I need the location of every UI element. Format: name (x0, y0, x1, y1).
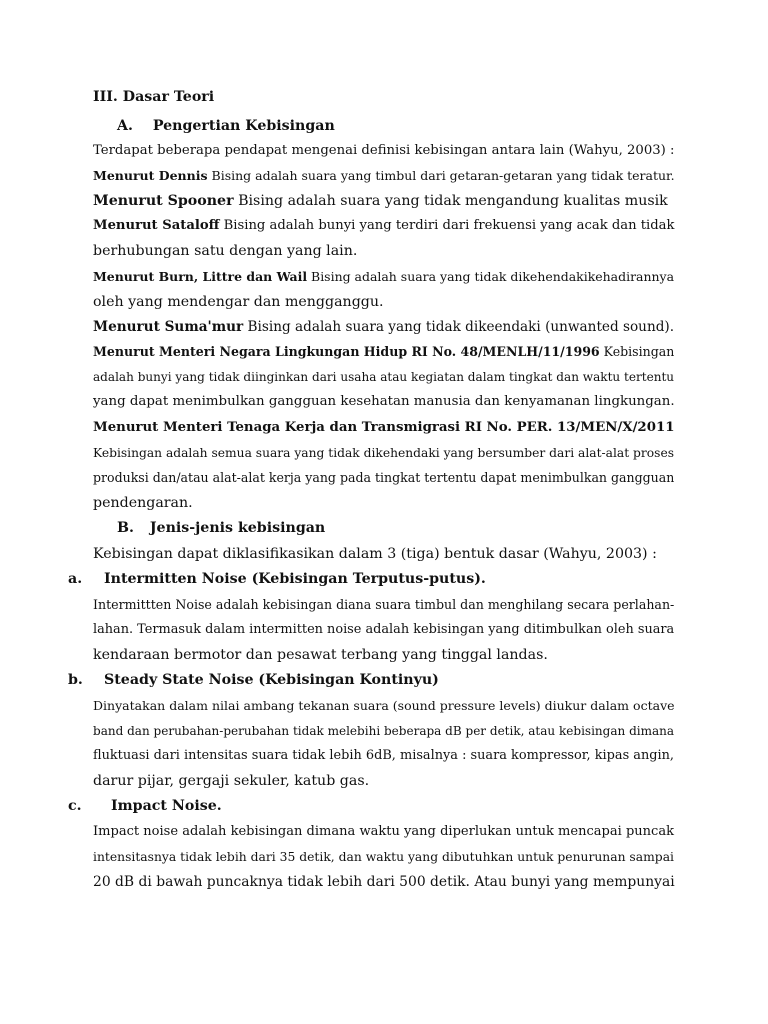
definition-continuation: oleh yang mendengar dan mengganggu. (93, 294, 384, 310)
types-intro: Kebisingan dapat diklasifikasikan dalam 3 (tiga) bentuk dasar (Wahyu, 2003) : (93, 546, 657, 562)
definition-menlh (93, 343, 674, 361)
definition-author: Menurut Dennis (93, 168, 208, 183)
type-body-line: band dan perubahan-perubahan tidak melebihi beberapa dB per detik, atau kebisingan dimana (93, 724, 675, 738)
subsection-b-title: Jenis-jenis kebisingan (149, 520, 326, 536)
intro-paragraph: Terdapat beberapa pendapat mengenai definisi kebisingan antara lain (Wahyu, 2003) : (93, 143, 675, 158)
definition-continuation: berhubungan satu dengan yang lain. (93, 243, 358, 259)
definition-text: Bising adalah suara yang tidak dikeendaki (unwanted sound). (243, 319, 675, 335)
definition-text: Bising adalah bunyi yang terdiri dari frekuensi yang acak dan tidak (219, 218, 675, 233)
definition-continuation: Kebisingan adalah semua suara yang tidak dikehendaki yang bersumber dari alat-alat proses (93, 446, 674, 460)
definition-spooner (93, 192, 674, 210)
type-marker: b. (68, 672, 83, 688)
definition-sataloff (93, 217, 674, 235)
definition-author: Menurut Burn, Littre dan Wail (93, 269, 308, 284)
definition-continuation: pendengaran. (93, 495, 193, 511)
definition-author: Menurut Menteri Negara Lingkungan Hidup RI No. 48/MENLH/11/1996 (93, 344, 600, 359)
type-body-line: kendaraan bermotor dan pesawat terbang yang tinggal landas. (93, 647, 548, 663)
definition-author: Menurut Suma'mur (93, 319, 244, 335)
type-body-line: 20 dB di bawah puncaknya tidak lebih dari 500 detik. Atau bunyi yang mempunyai (93, 874, 675, 890)
definition-burn (93, 268, 674, 286)
definition-dennis (93, 167, 674, 185)
type-title: Steady State Noise (Kebisingan Kontinyu) (104, 672, 439, 688)
subsection-b-marker: B. (117, 520, 134, 536)
definition-continuation: yang dapat menimbulkan gangguan kesehatan manusia dan kenyamanan lingkungan. (93, 394, 675, 409)
type-body-line: fluktuasi dari intensitas suara tidak lebih 6dB, misalnya : suara kompressor, kipas angin, (93, 748, 674, 763)
definition-author: Menurut Sataloff (93, 218, 220, 233)
subsection-b-heading (117, 519, 417, 537)
definition-text: Bising adalah suara yang timbul dari getaran-getaran yang tidak teratur. (207, 168, 675, 183)
type-body-line: lahan. Termasuk dalam intermitten noise adalah kebisingan yang ditimbulkan oleh suara (93, 622, 675, 637)
definition-text: Bising adalah suara yang tidak mengandung kualitas musik (233, 193, 668, 209)
definition-author: Menurut Spooner (93, 193, 234, 209)
type-marker: c. (68, 798, 82, 814)
type-body-line: Dinyatakan dalam nilai ambang tekanan suara (sound pressure levels) diukur dalam octave (93, 698, 675, 713)
definition-author: Menurut Menteri Tenaga Kerja dan Transmigrasi RI No. PER. 13/MEN/X/2011 (93, 420, 675, 435)
type-body-line: intensitasnya tidak lebih dari 35 detik, dan waktu yang dibutuhkan untuk penurunan sampai (93, 850, 674, 864)
type-marker: a. (68, 571, 83, 587)
definition-sumamur (93, 318, 674, 336)
definition-text: Bising adalah suara yang tidak dikehendakikehadirannya (307, 269, 675, 284)
type-title: Intermitten Noise (Kebisingan Terputus-putus). (104, 571, 486, 587)
type-body-line: Intermittten Noise adalah kebisingan diana suara timbul dan menghilang secara perlahan- (93, 597, 675, 612)
subsection-a-heading (117, 117, 417, 135)
type-body-line: Impact noise adalah kebisingan dimana waktu yang diperlukan untuk mencapai puncak (93, 824, 674, 839)
subsection-a-title: Pengertian Kebisingan (152, 118, 335, 134)
definition-menakertrans (93, 419, 674, 437)
definition-continuation: produksi dan/atau alat-alat kerja yang pada tingkat tertentu dapat menimbulkan gangguan (93, 470, 675, 485)
definition-text: Kebisingan (599, 344, 675, 359)
type-body-line: darur pijar, gergaji sekuler, katub gas. (93, 773, 370, 789)
type-title: Impact Noise. (111, 798, 222, 814)
definition-continuation: adalah bunyi yang tidak diinginkan dari usaha atau kegiatan dalam tingkat dan waktu tertentu (93, 370, 675, 384)
section-title: III. Dasar Teori (93, 89, 215, 105)
subsection-a-marker: A. (117, 118, 133, 134)
